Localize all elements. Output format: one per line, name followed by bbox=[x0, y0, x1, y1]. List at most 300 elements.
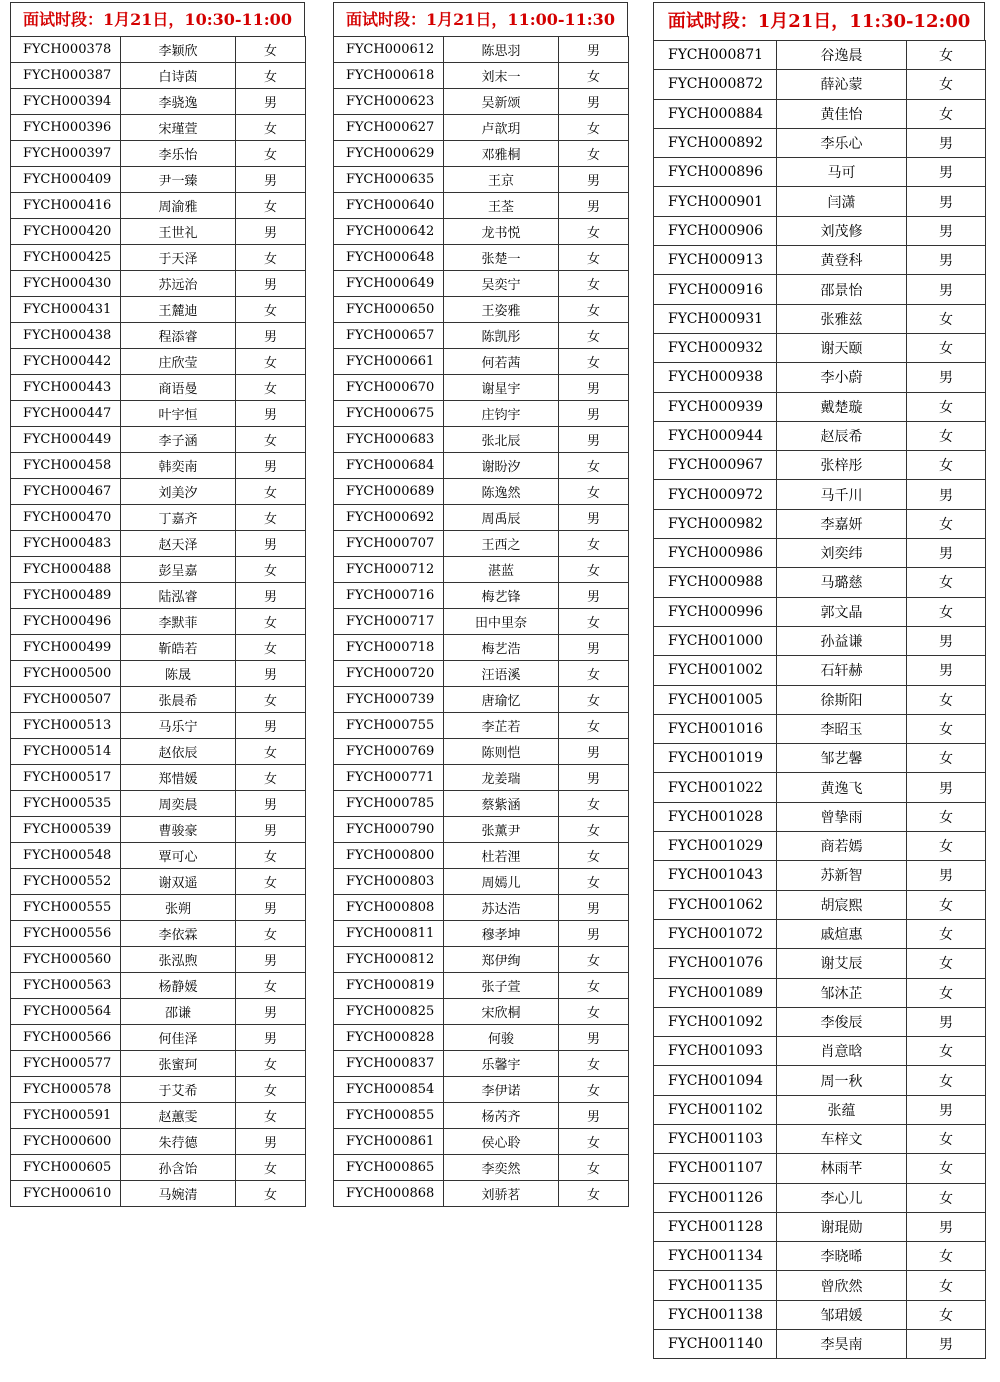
table-row bbox=[11, 1181, 306, 1207]
candidate-name: 梅艺浩 bbox=[444, 635, 559, 661]
candidate-name: 谢双遥 bbox=[121, 869, 236, 895]
candidate-gender: 男 bbox=[907, 1330, 986, 1359]
table-row bbox=[11, 141, 306, 167]
table-row bbox=[654, 99, 986, 128]
table-row bbox=[654, 1183, 986, 1212]
table-row bbox=[334, 895, 629, 921]
candidate-id: FYCH000591 bbox=[11, 1103, 121, 1129]
table-row bbox=[654, 861, 986, 890]
candidate-id: FYCH000906 bbox=[654, 216, 777, 245]
candidate-gender: 男 bbox=[236, 89, 306, 115]
candidate-id: FYCH000438 bbox=[11, 323, 121, 349]
candidate-name: 曾挚雨 bbox=[777, 802, 907, 831]
candidate-table bbox=[10, 36, 306, 1207]
candidate-id: FYCH000483 bbox=[11, 531, 121, 557]
table-row bbox=[334, 271, 629, 297]
candidate-name: 郑惜媛 bbox=[121, 765, 236, 791]
candidate-id: FYCH001093 bbox=[654, 1037, 777, 1066]
candidate-id: FYCH000563 bbox=[11, 973, 121, 999]
candidate-gender: 女 bbox=[907, 333, 986, 362]
candidate-gender: 男 bbox=[559, 739, 629, 765]
candidate-id: FYCH000939 bbox=[654, 392, 777, 421]
table-row bbox=[11, 635, 306, 661]
candidate-gender: 女 bbox=[559, 869, 629, 895]
candidate-id: FYCH000739 bbox=[334, 687, 444, 713]
candidate-gender: 男 bbox=[236, 1129, 306, 1155]
candidate-name: 张泓煦 bbox=[121, 947, 236, 973]
table-row bbox=[334, 453, 629, 479]
candidate-id: FYCH001140 bbox=[654, 1330, 777, 1359]
candidate-name: 李颖欣 bbox=[121, 37, 236, 63]
candidate-gender: 女 bbox=[907, 99, 986, 128]
table-row bbox=[654, 480, 986, 509]
candidate-name: 乐馨宇 bbox=[444, 1051, 559, 1077]
candidate-id: FYCH000865 bbox=[334, 1155, 444, 1181]
candidate-gender: 男 bbox=[907, 128, 986, 157]
table-row bbox=[654, 1154, 986, 1183]
candidate-gender: 女 bbox=[907, 685, 986, 714]
candidate-id: FYCH000552 bbox=[11, 869, 121, 895]
table-row bbox=[334, 583, 629, 609]
candidate-name: 林雨芊 bbox=[777, 1154, 907, 1183]
candidate-name: 戚煊惠 bbox=[777, 919, 907, 948]
candidate-id: FYCH001126 bbox=[654, 1183, 777, 1212]
candidate-gender: 女 bbox=[907, 1300, 986, 1329]
candidate-gender: 女 bbox=[559, 843, 629, 869]
candidate-gender: 男 bbox=[907, 861, 986, 890]
candidate-gender: 女 bbox=[907, 890, 986, 919]
candidate-gender: 男 bbox=[559, 401, 629, 427]
candidate-name: 王西之 bbox=[444, 531, 559, 557]
candidate-id: FYCH001019 bbox=[654, 744, 777, 773]
candidate-name: 王麓迪 bbox=[121, 297, 236, 323]
candidate-name: 马婉清 bbox=[121, 1181, 236, 1207]
candidate-id: FYCH000716 bbox=[334, 583, 444, 609]
table-row bbox=[11, 349, 306, 375]
candidate-gender: 女 bbox=[559, 1155, 629, 1181]
candidate-name: 曾欣然 bbox=[777, 1271, 907, 1300]
candidate-id: FYCH000396 bbox=[11, 115, 121, 141]
table-row bbox=[334, 141, 629, 167]
candidate-id: FYCH001076 bbox=[654, 949, 777, 978]
candidate-gender: 女 bbox=[907, 70, 986, 99]
candidate-gender: 女 bbox=[907, 1154, 986, 1183]
candidate-gender: 女 bbox=[907, 802, 986, 831]
candidate-id: FYCH000649 bbox=[334, 271, 444, 297]
candidate-id: FYCH000425 bbox=[11, 245, 121, 271]
candidate-id: FYCH001005 bbox=[654, 685, 777, 714]
candidate-name: 胡宸熙 bbox=[777, 890, 907, 919]
candidate-name: 何若茜 bbox=[444, 349, 559, 375]
candidate-name: 韩奕南 bbox=[121, 453, 236, 479]
table-row bbox=[334, 115, 629, 141]
table-row bbox=[654, 949, 986, 978]
candidate-name: 张蕴 bbox=[777, 1095, 907, 1124]
candidate-name: 谢星宇 bbox=[444, 375, 559, 401]
candidate-id: FYCH001134 bbox=[654, 1242, 777, 1271]
candidate-id: FYCH000564 bbox=[11, 999, 121, 1025]
table-row bbox=[11, 921, 306, 947]
candidate-gender: 男 bbox=[907, 158, 986, 187]
table-row bbox=[334, 349, 629, 375]
candidate-name: 苏新智 bbox=[777, 861, 907, 890]
candidate-name: 穆孝坤 bbox=[444, 921, 559, 947]
candidate-gender: 男 bbox=[236, 453, 306, 479]
table-row bbox=[654, 1037, 986, 1066]
candidate-gender: 女 bbox=[236, 1051, 306, 1077]
candidate-gender: 男 bbox=[236, 947, 306, 973]
candidate-name: 邵景怡 bbox=[777, 275, 907, 304]
candidate-gender: 男 bbox=[236, 817, 306, 843]
candidate-gender: 女 bbox=[236, 1077, 306, 1103]
table-row bbox=[334, 713, 629, 739]
table-row bbox=[334, 557, 629, 583]
candidate-name: 孙含饴 bbox=[121, 1155, 236, 1181]
candidate-name: 谢盼汐 bbox=[444, 453, 559, 479]
candidate-id: FYCH000642 bbox=[334, 219, 444, 245]
table-row bbox=[11, 271, 306, 297]
table-row bbox=[334, 869, 629, 895]
table-row bbox=[334, 193, 629, 219]
candidate-id: FYCH001128 bbox=[654, 1212, 777, 1241]
candidate-name: 李嘉妍 bbox=[777, 509, 907, 538]
candidate-id: FYCH000442 bbox=[11, 349, 121, 375]
table-row bbox=[11, 1103, 306, 1129]
candidate-gender: 女 bbox=[559, 323, 629, 349]
table-row bbox=[334, 999, 629, 1025]
candidate-id: FYCH000872 bbox=[654, 70, 777, 99]
table-row bbox=[654, 597, 986, 626]
candidate-id: FYCH001062 bbox=[654, 890, 777, 919]
candidate-id: FYCH000718 bbox=[334, 635, 444, 661]
candidate-id: FYCH001094 bbox=[654, 1066, 777, 1095]
candidate-name: 陈逸然 bbox=[444, 479, 559, 505]
candidate-id: FYCH000683 bbox=[334, 427, 444, 453]
candidate-gender: 女 bbox=[236, 1181, 306, 1207]
table-row bbox=[334, 661, 629, 687]
table-row bbox=[11, 973, 306, 999]
table-row bbox=[654, 451, 986, 480]
candidate-gender: 女 bbox=[907, 509, 986, 538]
table-row bbox=[654, 802, 986, 831]
candidate-name: 谷逸晨 bbox=[777, 41, 907, 70]
candidate-name: 杜若浬 bbox=[444, 843, 559, 869]
session-title: 面试时段：1月21日，10:30-11:00 bbox=[10, 2, 305, 36]
candidate-gender: 女 bbox=[559, 1051, 629, 1077]
table-row bbox=[654, 919, 986, 948]
candidate-gender: 女 bbox=[907, 1183, 986, 1212]
candidate-gender: 女 bbox=[907, 714, 986, 743]
candidate-id: FYCH000938 bbox=[654, 363, 777, 392]
candidate-name: 张子萱 bbox=[444, 973, 559, 999]
candidate-name: 靳皓若 bbox=[121, 635, 236, 661]
candidate-gender: 女 bbox=[907, 421, 986, 450]
candidate-gender: 女 bbox=[236, 1155, 306, 1181]
candidate-name: 李心儿 bbox=[777, 1183, 907, 1212]
candidate-name: 苏远治 bbox=[121, 271, 236, 297]
table-row bbox=[11, 843, 306, 869]
candidate-table bbox=[653, 40, 986, 1359]
table-row bbox=[11, 713, 306, 739]
candidate-id: FYCH000825 bbox=[334, 999, 444, 1025]
candidate-gender: 女 bbox=[236, 193, 306, 219]
candidate-gender: 女 bbox=[236, 427, 306, 453]
candidate-name: 苏达浩 bbox=[444, 895, 559, 921]
candidate-gender: 女 bbox=[559, 687, 629, 713]
candidate-name: 李骁逸 bbox=[121, 89, 236, 115]
candidate-name: 杨芮齐 bbox=[444, 1103, 559, 1129]
candidate-name: 赵蕙雯 bbox=[121, 1103, 236, 1129]
table-row bbox=[334, 245, 629, 271]
candidate-name: 张朔 bbox=[121, 895, 236, 921]
candidate-name: 张雅兹 bbox=[777, 304, 907, 333]
candidate-id: FYCH000409 bbox=[11, 167, 121, 193]
table-row bbox=[654, 1330, 986, 1359]
candidate-id: FYCH000517 bbox=[11, 765, 121, 791]
table-row bbox=[334, 843, 629, 869]
candidate-id: FYCH000828 bbox=[334, 1025, 444, 1051]
candidate-id: FYCH000854 bbox=[334, 1077, 444, 1103]
candidate-gender: 女 bbox=[907, 392, 986, 421]
candidate-id: FYCH000623 bbox=[334, 89, 444, 115]
candidate-id: FYCH000648 bbox=[334, 245, 444, 271]
candidate-gender: 男 bbox=[236, 167, 306, 193]
table-row bbox=[11, 687, 306, 713]
session-block-3 bbox=[653, 2, 985, 1359]
candidate-gender: 男 bbox=[236, 323, 306, 349]
candidate-id: FYCH001102 bbox=[654, 1095, 777, 1124]
candidate-gender: 男 bbox=[559, 1025, 629, 1051]
candidate-gender: 女 bbox=[236, 63, 306, 89]
candidate-gender: 女 bbox=[907, 304, 986, 333]
candidate-name: 李芷若 bbox=[444, 713, 559, 739]
candidate-name: 陈晟 bbox=[121, 661, 236, 687]
candidate-name: 吴新颂 bbox=[444, 89, 559, 115]
candidate-gender: 女 bbox=[236, 1103, 306, 1129]
table-row bbox=[654, 1300, 986, 1329]
table-row bbox=[334, 973, 629, 999]
candidate-name: 邹沐芷 bbox=[777, 978, 907, 1007]
candidate-name: 汪语溪 bbox=[444, 661, 559, 687]
candidate-name: 谢琨勋 bbox=[777, 1212, 907, 1241]
table-row bbox=[334, 921, 629, 947]
candidate-name: 谢艾辰 bbox=[777, 949, 907, 978]
candidate-id: FYCH001043 bbox=[654, 861, 777, 890]
table-row bbox=[334, 531, 629, 557]
candidate-name: 庄欣莹 bbox=[121, 349, 236, 375]
table-row bbox=[654, 509, 986, 538]
candidate-name: 陆泓睿 bbox=[121, 583, 236, 609]
candidate-gender: 女 bbox=[559, 557, 629, 583]
candidate-gender: 男 bbox=[907, 626, 986, 655]
candidate-id: FYCH000800 bbox=[334, 843, 444, 869]
candidate-name: 周一秋 bbox=[777, 1066, 907, 1095]
candidate-gender: 男 bbox=[559, 37, 629, 63]
candidate-id: FYCH000431 bbox=[11, 297, 121, 323]
table-row bbox=[654, 246, 986, 275]
candidate-name: 张晨希 bbox=[121, 687, 236, 713]
candidate-gender: 女 bbox=[236, 505, 306, 531]
candidate-id: FYCH000548 bbox=[11, 843, 121, 869]
candidate-gender: 女 bbox=[236, 739, 306, 765]
candidate-id: FYCH000785 bbox=[334, 791, 444, 817]
table-row bbox=[11, 1051, 306, 1077]
candidate-id: FYCH000661 bbox=[334, 349, 444, 375]
table-row bbox=[11, 791, 306, 817]
candidate-id: FYCH000467 bbox=[11, 479, 121, 505]
candidate-gender: 女 bbox=[236, 349, 306, 375]
candidate-gender: 男 bbox=[559, 895, 629, 921]
candidate-name: 陈则恺 bbox=[444, 739, 559, 765]
candidate-name: 马千川 bbox=[777, 480, 907, 509]
candidate-name: 陈凯彤 bbox=[444, 323, 559, 349]
table-row bbox=[11, 999, 306, 1025]
candidate-name: 梅艺锋 bbox=[444, 583, 559, 609]
table-row bbox=[654, 1124, 986, 1153]
candidate-id: FYCH001072 bbox=[654, 919, 777, 948]
candidate-name: 湛蓝 bbox=[444, 557, 559, 583]
candidate-name: 周奕晨 bbox=[121, 791, 236, 817]
candidate-name: 侯心聆 bbox=[444, 1129, 559, 1155]
candidate-name: 刘茂修 bbox=[777, 216, 907, 245]
candidate-name: 郭文晶 bbox=[777, 597, 907, 626]
candidate-name: 车梓文 bbox=[777, 1124, 907, 1153]
candidate-gender: 女 bbox=[907, 1124, 986, 1153]
table-row bbox=[654, 656, 986, 685]
candidate-name: 宋瑾萱 bbox=[121, 115, 236, 141]
candidate-id: FYCH000420 bbox=[11, 219, 121, 245]
candidate-name: 李俊辰 bbox=[777, 1007, 907, 1036]
table-row bbox=[334, 167, 629, 193]
table-row bbox=[654, 187, 986, 216]
table-row bbox=[654, 128, 986, 157]
candidate-gender: 男 bbox=[236, 271, 306, 297]
table-row bbox=[654, 421, 986, 450]
session-title: 面试时段：1月21日，11:00-11:30 bbox=[333, 2, 628, 36]
candidate-name: 郑伊绚 bbox=[444, 947, 559, 973]
candidate-id: FYCH000447 bbox=[11, 401, 121, 427]
candidate-id: FYCH000387 bbox=[11, 63, 121, 89]
candidate-id: FYCH000931 bbox=[654, 304, 777, 333]
table-row bbox=[11, 505, 306, 531]
table-row bbox=[334, 791, 629, 817]
candidate-id: FYCH000488 bbox=[11, 557, 121, 583]
table-row bbox=[11, 375, 306, 401]
candidate-name: 刘美汐 bbox=[121, 479, 236, 505]
table-row bbox=[654, 714, 986, 743]
candidate-name: 赵依辰 bbox=[121, 739, 236, 765]
table-row bbox=[11, 557, 306, 583]
candidate-id: FYCH000712 bbox=[334, 557, 444, 583]
candidate-gender: 男 bbox=[559, 921, 629, 947]
candidate-id: FYCH000507 bbox=[11, 687, 121, 713]
candidate-id: FYCH000657 bbox=[334, 323, 444, 349]
candidate-name: 孙益谦 bbox=[777, 626, 907, 655]
candidate-gender: 女 bbox=[236, 687, 306, 713]
candidate-name: 李默菲 bbox=[121, 609, 236, 635]
candidate-gender: 女 bbox=[559, 713, 629, 739]
table-row bbox=[654, 626, 986, 655]
candidate-id: FYCH000982 bbox=[654, 509, 777, 538]
candidate-gender: 男 bbox=[907, 656, 986, 685]
table-row bbox=[334, 765, 629, 791]
candidate-name: 田中里奈 bbox=[444, 609, 559, 635]
table-row bbox=[334, 1103, 629, 1129]
table-row bbox=[11, 479, 306, 505]
table-row bbox=[11, 531, 306, 557]
table-row bbox=[654, 890, 986, 919]
table-row bbox=[654, 978, 986, 1007]
candidate-gender: 女 bbox=[559, 1181, 629, 1207]
candidate-name: 龙姜瑞 bbox=[444, 765, 559, 791]
candidate-gender: 男 bbox=[907, 246, 986, 275]
table-row bbox=[334, 427, 629, 453]
candidate-id: FYCH000771 bbox=[334, 765, 444, 791]
table-row bbox=[334, 323, 629, 349]
candidate-id: FYCH001028 bbox=[654, 802, 777, 831]
table-row bbox=[11, 219, 306, 245]
candidate-name: 于艾希 bbox=[121, 1077, 236, 1103]
candidate-gender: 女 bbox=[907, 41, 986, 70]
candidate-name: 张北辰 bbox=[444, 427, 559, 453]
table-row bbox=[11, 609, 306, 635]
candidate-gender: 男 bbox=[907, 1007, 986, 1036]
table-row bbox=[654, 568, 986, 597]
candidate-id: FYCH000416 bbox=[11, 193, 121, 219]
candidate-gender: 女 bbox=[559, 479, 629, 505]
candidate-gender: 男 bbox=[559, 1103, 629, 1129]
table-row bbox=[654, 275, 986, 304]
candidate-gender: 女 bbox=[907, 1271, 986, 1300]
candidate-id: FYCH000605 bbox=[11, 1155, 121, 1181]
table-row bbox=[11, 869, 306, 895]
candidate-gender: 男 bbox=[907, 187, 986, 216]
table-row bbox=[654, 158, 986, 187]
table-row bbox=[11, 167, 306, 193]
table-row bbox=[334, 635, 629, 661]
candidate-id: FYCH000397 bbox=[11, 141, 121, 167]
candidate-name: 李乐怡 bbox=[121, 141, 236, 167]
candidate-id: FYCH000566 bbox=[11, 1025, 121, 1051]
table-row bbox=[334, 1025, 629, 1051]
candidate-id: FYCH000913 bbox=[654, 246, 777, 275]
candidate-id: FYCH000790 bbox=[334, 817, 444, 843]
candidate-name: 刘骄茗 bbox=[444, 1181, 559, 1207]
candidate-id: FYCH001089 bbox=[654, 978, 777, 1007]
candidate-id: FYCH000868 bbox=[334, 1181, 444, 1207]
candidate-id: FYCH000610 bbox=[11, 1181, 121, 1207]
candidate-gender: 男 bbox=[907, 216, 986, 245]
candidate-name: 李昭玉 bbox=[777, 714, 907, 743]
candidate-name: 邵谦 bbox=[121, 999, 236, 1025]
candidate-gender: 女 bbox=[559, 271, 629, 297]
session-block-2 bbox=[333, 2, 628, 1207]
candidate-name: 赵辰希 bbox=[777, 421, 907, 450]
candidate-gender: 男 bbox=[236, 895, 306, 921]
candidate-gender: 女 bbox=[559, 245, 629, 271]
candidate-id: FYCH000555 bbox=[11, 895, 121, 921]
table-row bbox=[334, 817, 629, 843]
candidate-gender: 男 bbox=[236, 713, 306, 739]
candidate-name: 戴楚璇 bbox=[777, 392, 907, 421]
candidate-id: FYCH000650 bbox=[334, 297, 444, 323]
candidate-name: 蔡紫涵 bbox=[444, 791, 559, 817]
candidate-name: 徐斯阳 bbox=[777, 685, 907, 714]
candidate-gender: 女 bbox=[236, 479, 306, 505]
candidate-gender: 女 bbox=[907, 919, 986, 948]
candidate-name: 周禹辰 bbox=[444, 505, 559, 531]
candidate-gender: 男 bbox=[559, 765, 629, 791]
